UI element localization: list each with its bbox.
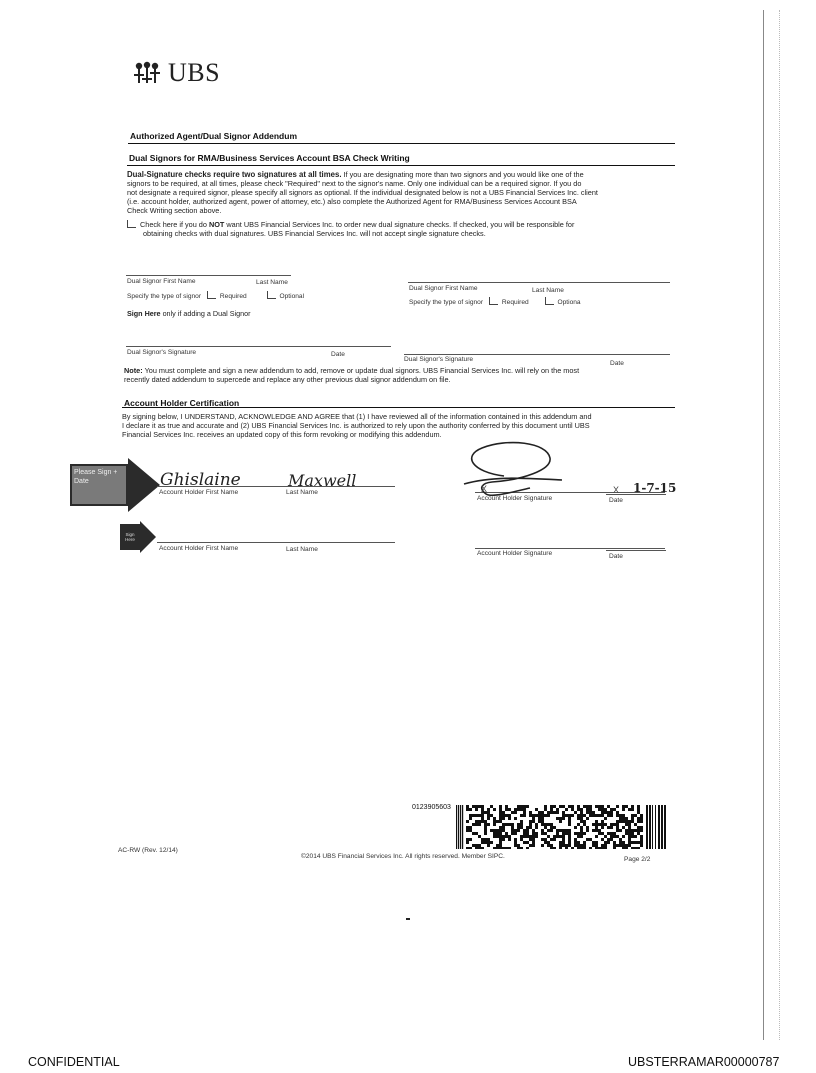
sign-here-instruction bbox=[127, 309, 250, 318]
signor2-signature-label: Dual Signor's Signature bbox=[404, 356, 474, 363]
cert-line2: I declare it as true and accurate and (2) UBS Financial Services Inc. is authorized to rely upon the authority conferred by this document until UBS bbox=[122, 421, 590, 430]
form-code: AC-RW (Rev. 12/14) bbox=[118, 847, 178, 854]
no-dual-checks-checkbox[interactable] bbox=[127, 220, 136, 228]
holder2-date-line bbox=[606, 550, 666, 551]
copyright-text: ©2014 UBS Financial Services Inc. All rights reserved. Member SIPC. bbox=[301, 853, 505, 860]
holder2-last-name-label: Last Name bbox=[286, 546, 318, 553]
signor1-required-label: Required bbox=[219, 293, 247, 300]
check-pre: Check here if you do bbox=[140, 220, 207, 229]
note-line2: recently dated addendum to supercede and replace any other previous dual signor addendum on file. bbox=[124, 375, 451, 384]
signor1-optional-label: Optional bbox=[279, 293, 305, 300]
holder1-date-label: Date bbox=[609, 497, 623, 504]
signor1-name-line bbox=[126, 275, 291, 276]
signor2-signature-line bbox=[404, 354, 670, 355]
holder2-first-name-label: Account Holder First Name bbox=[159, 545, 239, 552]
check-bold: NOT bbox=[208, 220, 225, 229]
date-x-mark: X bbox=[613, 485, 620, 495]
intro-bold: Dual-Signature checks require two signatures at all times. bbox=[127, 170, 342, 179]
note-line1: You must complete and sign a new addendum to add, remove or update dual signors. UBS Financial Services Inc. will rely on the most bbox=[144, 366, 580, 375]
check-line2: obtaining checks with dual signatures. UBS Financial Services Inc. will not accept single signature checks. bbox=[143, 229, 486, 238]
arrow1-text: Please Sign + Date bbox=[74, 469, 118, 485]
form-title: Authorized Agent/Dual Signor Addendum bbox=[130, 131, 297, 141]
ubs-keys-emblem-icon bbox=[130, 60, 164, 86]
section2-rule bbox=[122, 407, 675, 408]
sign-here-rest: only if adding a Dual Signor bbox=[162, 309, 251, 318]
ubs-logo-text: UBS bbox=[168, 58, 221, 87]
holder2-signature-line bbox=[475, 548, 665, 549]
signor2-date-label: Date bbox=[610, 360, 624, 367]
holder1-signature-label: Account Holder Signature bbox=[477, 495, 553, 502]
intro-line5: Check Writing section above. bbox=[127, 206, 222, 215]
sign-here-bold: Sign Here bbox=[127, 309, 161, 318]
confidential-stamp: CONFIDENTIAL bbox=[28, 1055, 120, 1069]
signor2-last-name-label: Last Name bbox=[532, 287, 564, 294]
signor1-optional-checkbox[interactable] bbox=[267, 291, 276, 299]
sign-date-arrow-tab bbox=[70, 458, 160, 517]
intro-line3: not designate a required signor, please specify all signors as optional. If the individual designated below is not a UBS Financial Services Inc. client bbox=[127, 188, 598, 197]
signor1-first-name-label: Dual Signor First Name bbox=[127, 278, 196, 285]
holder1-last-name-label: Last Name bbox=[286, 489, 318, 496]
scan-edge-line bbox=[779, 10, 780, 1040]
note-paragraph bbox=[124, 366, 674, 384]
section2-title: Account Holder Certification bbox=[124, 398, 240, 408]
no-dual-checks-option bbox=[127, 220, 675, 238]
intro-paragraph bbox=[127, 170, 675, 215]
signor1-signature-label: Dual Signor's Signature bbox=[127, 349, 197, 356]
scan-edge-line bbox=[763, 10, 764, 1040]
section1-title: Dual Signors for RMA/Business Services Account BSA Check Writing bbox=[129, 153, 410, 163]
arrow2-text: Sign Here bbox=[125, 532, 135, 542]
check-post: want UBS Financial Services Inc. to order new dual signature checks. If checked, you will be responsible for bbox=[226, 220, 575, 229]
scan-speck bbox=[406, 918, 410, 920]
holder2-date-label: Date bbox=[609, 553, 623, 560]
cert-line1: By signing below, I UNDERSTAND, ACKNOWLEDGE AND AGREE that (1) I have reviewed all of the information contained in this addendum and bbox=[122, 412, 592, 421]
barcode-number: 0123905603 bbox=[412, 804, 451, 811]
holder2-name-line bbox=[157, 542, 395, 543]
signor2-required-checkbox[interactable] bbox=[489, 297, 498, 305]
certification-paragraph bbox=[122, 412, 675, 439]
handwritten-date: 1-7-15 bbox=[633, 481, 677, 495]
intro-line4: (i.e. account holder, authorized agent, power of attorney, etc.) also complete the Authorized Agent for RMA/Business Services Account BSA bbox=[127, 197, 577, 206]
sign-here-arrow-tab bbox=[120, 521, 156, 558]
intro-line2: signors to be required, at all times, please check "Required" next to the signor's name. Only one individual can be a required signor. If you do bbox=[127, 179, 582, 188]
barcode bbox=[456, 805, 666, 849]
title-rule bbox=[128, 143, 675, 144]
holder1-date-line bbox=[606, 494, 666, 495]
signor1-signature-line bbox=[126, 346, 391, 347]
section1-rule bbox=[127, 165, 675, 166]
holder2-signature-label: Account Holder Signature bbox=[477, 550, 553, 557]
note-bold: Note: bbox=[124, 366, 143, 375]
signor1-type-row bbox=[127, 291, 304, 300]
holder1-first-name-label: Account Holder First Name bbox=[159, 489, 239, 496]
signor1-date-label: Date bbox=[331, 351, 345, 358]
signor1-required-checkbox[interactable] bbox=[207, 291, 216, 299]
ubs-logo bbox=[130, 58, 220, 88]
signor1-type-label: Specify the type of signor bbox=[127, 293, 202, 300]
intro-line1: If you are designating more than two signors and you would like one of the bbox=[343, 170, 584, 179]
page-number: Page 2/2 bbox=[624, 856, 651, 863]
bates-number: UBSTERRAMAR00000787 bbox=[628, 1055, 780, 1069]
signor1-last-name-label: Last Name bbox=[256, 279, 288, 286]
signor2-type-row bbox=[409, 297, 581, 306]
signor2-name-line bbox=[408, 282, 670, 283]
signor2-type-label: Specify the type of signor bbox=[409, 299, 484, 306]
signor2-optional-checkbox[interactable] bbox=[545, 297, 554, 305]
holder1-name-line bbox=[157, 486, 395, 487]
handwritten-last-name: Maxwell bbox=[288, 471, 357, 490]
handwritten-first-name: Ghislaine bbox=[160, 470, 241, 490]
signor2-first-name-label: Dual Signor First Name bbox=[409, 285, 478, 292]
signature-x-mark: X bbox=[481, 484, 488, 494]
signor2-required-label: Required bbox=[501, 299, 529, 306]
cert-line3: Financial Services Inc. receives an updated copy of this form revoking or modifying this addendum. bbox=[122, 430, 442, 439]
signor2-optional-label: Optiona bbox=[557, 299, 581, 306]
